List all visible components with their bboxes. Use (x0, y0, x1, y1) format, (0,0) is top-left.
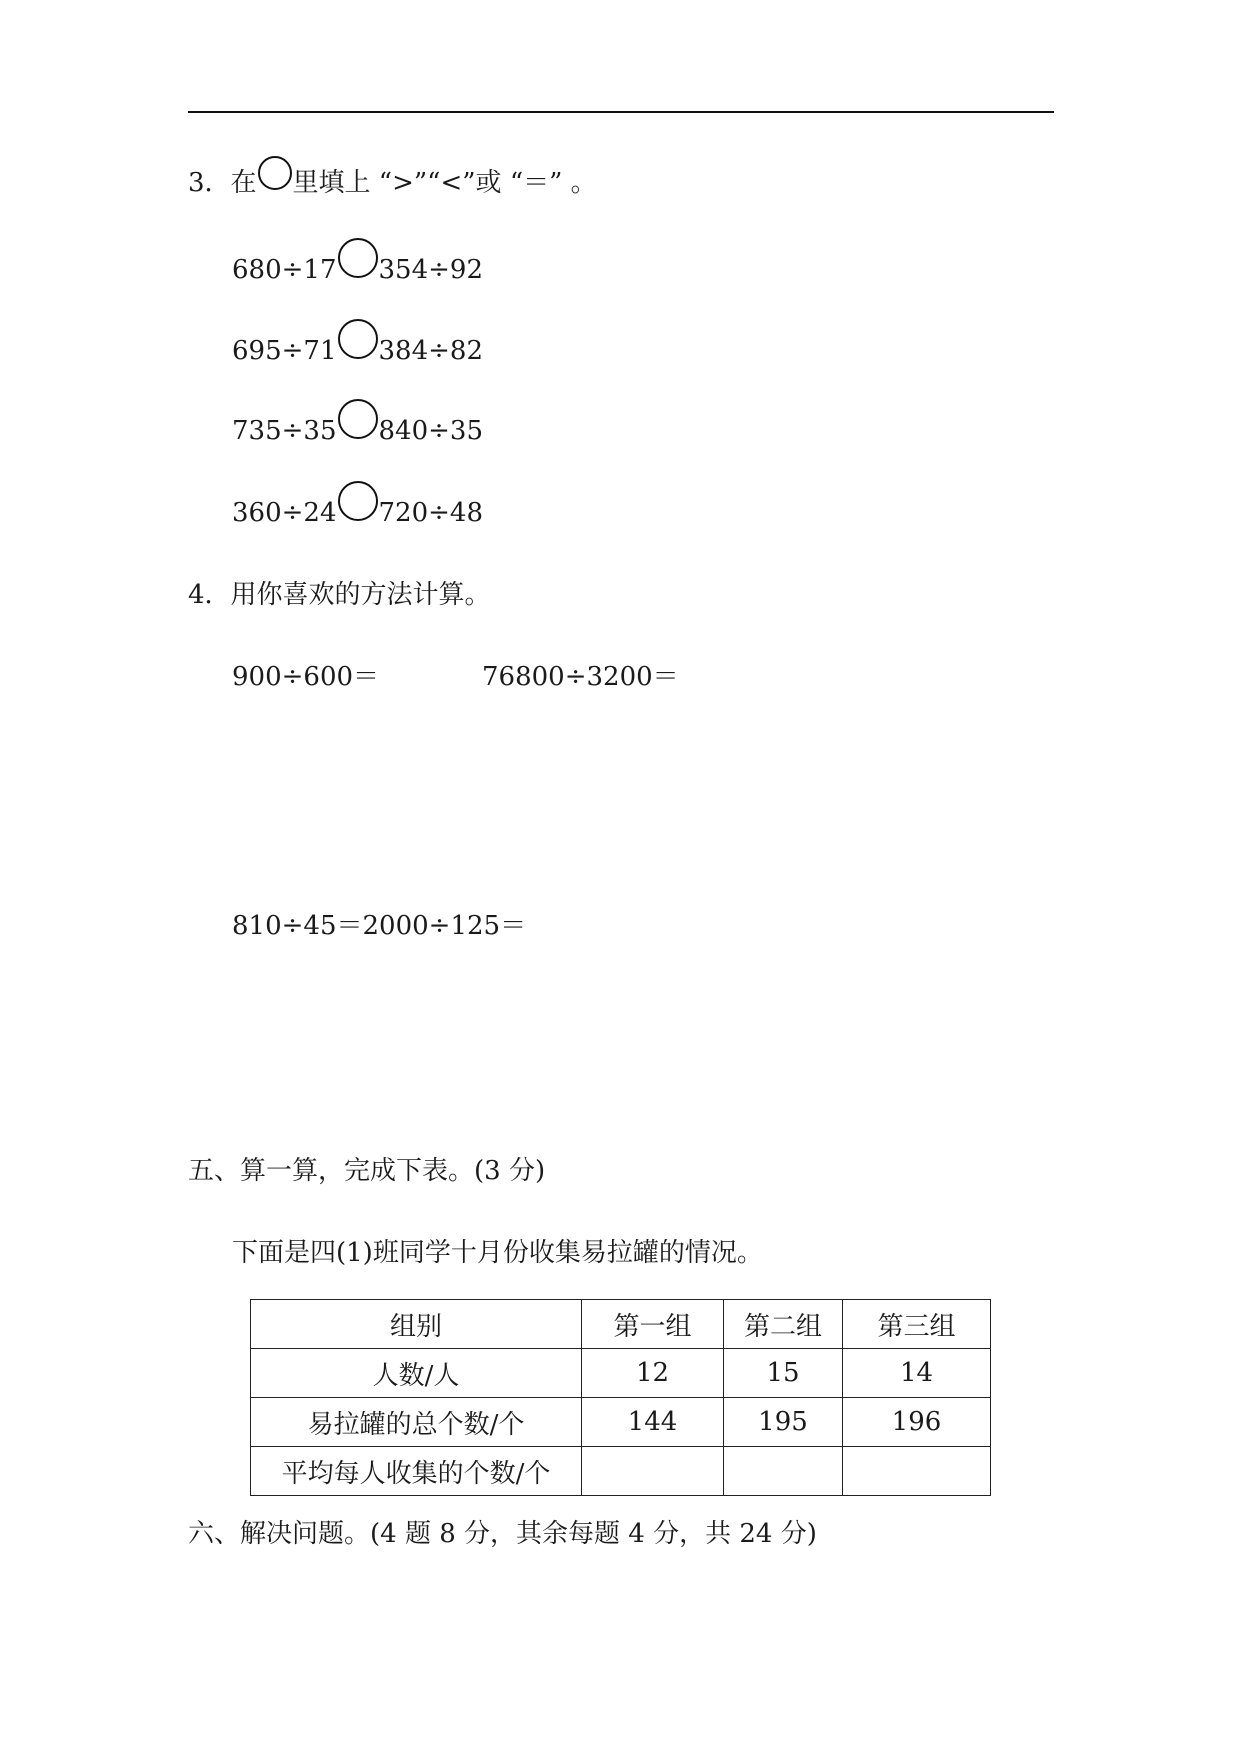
q3-item-left: 695÷71 (232, 336, 337, 366)
q3-item-right: 840÷35 (378, 416, 483, 446)
table-cell: 14 (843, 1349, 991, 1398)
header-rule (188, 111, 1054, 113)
section6-heading: 六、解决问题。(4 题 8 分，其余每题 4 分，共 24 分) (188, 1519, 817, 1549)
answer-circle[interactable] (338, 319, 378, 359)
q3-item-2 (232, 331, 483, 371)
q3-item-1 (232, 250, 483, 290)
q3-prompt (188, 166, 597, 200)
answer-circle[interactable] (338, 238, 378, 278)
table-cell: 平均每人收集的个数/个 (251, 1447, 582, 1496)
answer-cell[interactable] (582, 1447, 724, 1496)
q3-prompt-prefix: 3．在 (188, 168, 257, 198)
q4-expr-3: 810÷45＝ (232, 911, 363, 941)
section5-intro: 下面是四(1)班同学十月份收集易拉罐的情况。 (232, 1238, 763, 1268)
table-cell: 人数/人 (251, 1349, 582, 1398)
q3-prompt-suffix: 里填上 “>”“<”或 “＝” 。 (292, 168, 597, 198)
q3-item-4 (232, 493, 483, 533)
q3-item-right: 354÷92 (378, 255, 483, 285)
table-header-cell: 第三组 (843, 1300, 991, 1349)
q3-item-right: 384÷82 (378, 336, 483, 366)
q4-row2 (232, 909, 526, 943)
table-cell: 15 (724, 1349, 843, 1398)
q3-item-right: 720÷48 (378, 498, 483, 528)
table-header-cell: 第二组 (724, 1300, 843, 1349)
table-row (251, 1447, 991, 1496)
q3-item-left: 360÷24 (232, 498, 337, 528)
section5-heading: 五、算一算，完成下表。(3 分) (188, 1156, 546, 1186)
circle-icon (258, 156, 292, 190)
table-header-cell: 组别 (251, 1300, 582, 1349)
answer-cell[interactable] (724, 1447, 843, 1496)
table-cell: 12 (582, 1349, 724, 1398)
table-cell: 196 (843, 1398, 991, 1447)
table-row (251, 1349, 991, 1398)
table-header-cell: 第一组 (582, 1300, 724, 1349)
q4-expr-4: 2000÷125＝ (362, 911, 527, 941)
table-cell: 144 (582, 1398, 724, 1447)
data-table (250, 1299, 991, 1496)
table-cell: 195 (724, 1398, 843, 1447)
table-header-row (251, 1300, 991, 1349)
q3-item-left: 735÷35 (232, 416, 337, 446)
answer-circle[interactable] (338, 481, 378, 521)
answer-cell[interactable] (843, 1447, 991, 1496)
q4-expr-2: 76800÷3200＝ (482, 662, 679, 692)
table-cell: 易拉罐的总个数/个 (251, 1398, 582, 1447)
table-row (251, 1398, 991, 1447)
q4-expr-1: 900÷600＝ (232, 662, 380, 692)
q3-item-left: 680÷17 (232, 255, 337, 285)
answer-circle[interactable] (338, 399, 378, 439)
q3-item-3 (232, 411, 483, 451)
q4-prompt: 4．用你喜欢的方法计算。 (188, 580, 491, 610)
